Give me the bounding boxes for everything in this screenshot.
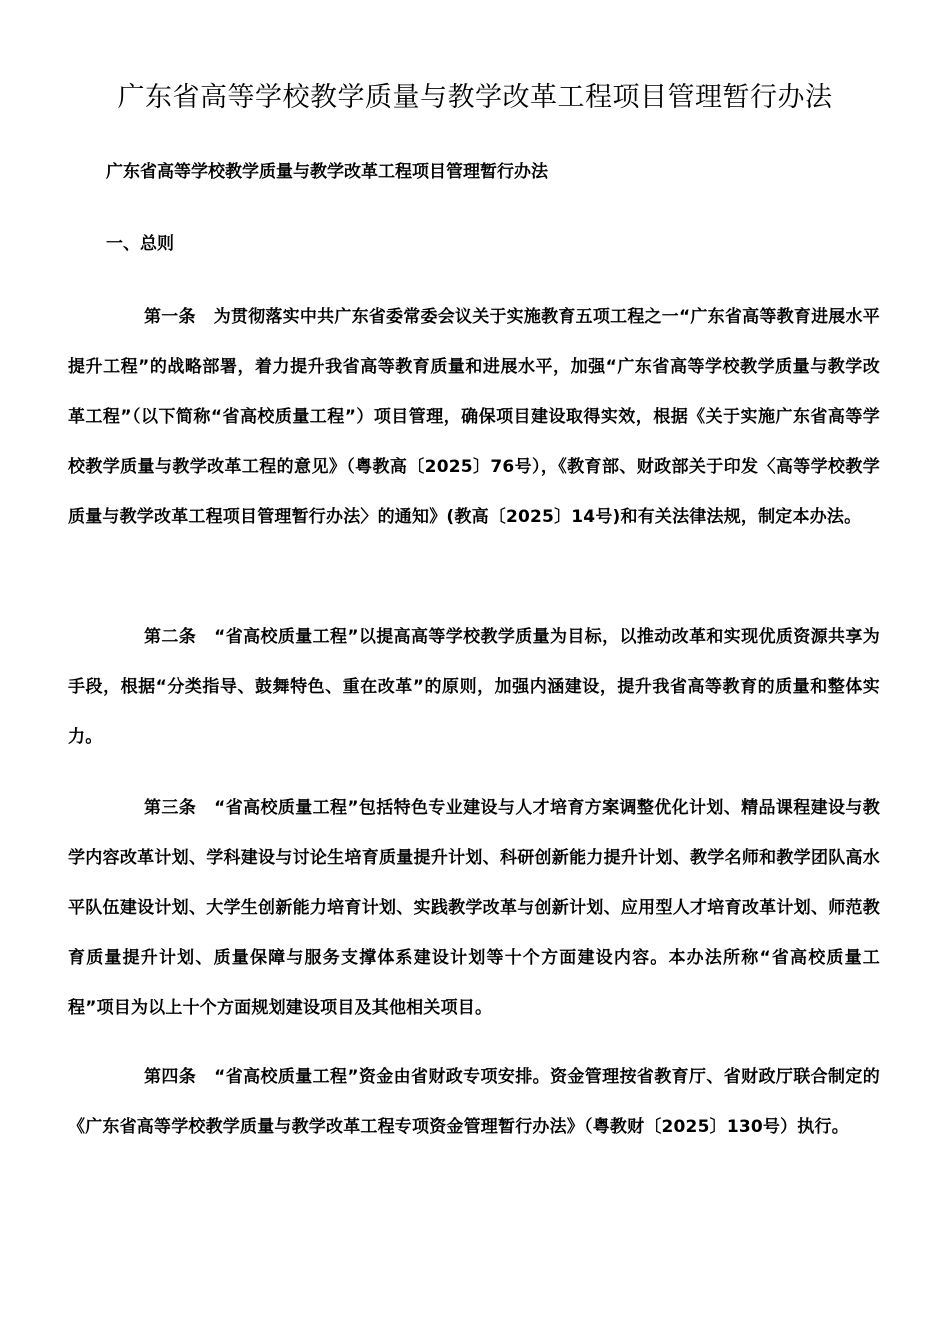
article-text: “省高校质量工程”包括特色专业建设与人才培育方案调整优化计划、精品课程建设与教学内容改革计划、学科建设与讨论生培育质量提升计划、科研创新能力提升计划、教学名师和教学团队高水平队伍建设计划、大学生创新能力培育计划、实践教学改革与创新计划、应用型人才培育改革计划、师范教育质量提升计划、质量保障与服务支撑体系建设计划等十个方面建设内容。本办法所称“省高校质量工程”项目为以上十个方面规划建设项目及其他相关项目。 [68,798,880,1018]
section-heading: 一、总则 [106,234,174,254]
article-4 [68,1052,880,1152]
article-number: 第四条 [144,1067,197,1087]
document-subtitle: 广东省高等学校教学质量与教学改革工程项目管理暂行办法 [106,162,548,182]
article-1 [68,292,880,542]
document-title: 广东省高等学校教学质量与教学改革工程项目管理暂行办法 [117,82,833,113]
article-3 [68,783,880,1033]
article-text: “省高校质量工程”资金由省财政专项安排。资金管理按省教育厅、省财政厅联合制定的《广东省高等学校教学质量与教学改革工程专项资金管理暂行办法》（粤教财〔2025〕130号）执行。 [68,1067,880,1137]
article-text: 为贯彻落实中共广东省委常委会议关于实施教育五项工程之一“广东省高等教育进展水平提升工程”的战略部署，着力提升我省高等教育质量和进展水平，加强“广东省高等学校教学质量与教学改革工程”（以下简称“省高校质量工程”）项目管理，确保项目建设取得实效，根据《关于实施广东省高等学校教学质量与教学改革工程的意见》（粤教高〔2025〕76号），《教育部、财政部关于印发〈高等学校教学质量与教学改革工程项目管理暂行办法〉的通知》(教高〔2025〕14号)和有关法律法规，制定本办法。 [68,307,880,527]
article-number: 第二条 [144,627,197,647]
article-text: “省高校质量工程”以提高高等学校教学质量为目标，以推动改革和实现优质资源共享为手段，根据“分类指导、鼓舞特色、重在改革”的原则，加强内涵建设，提升我省高等教育的质量和整体实力。 [68,627,880,747]
article-number: 第一条 [144,307,196,327]
article-2 [68,612,880,762]
article-number: 第三条 [144,798,197,818]
